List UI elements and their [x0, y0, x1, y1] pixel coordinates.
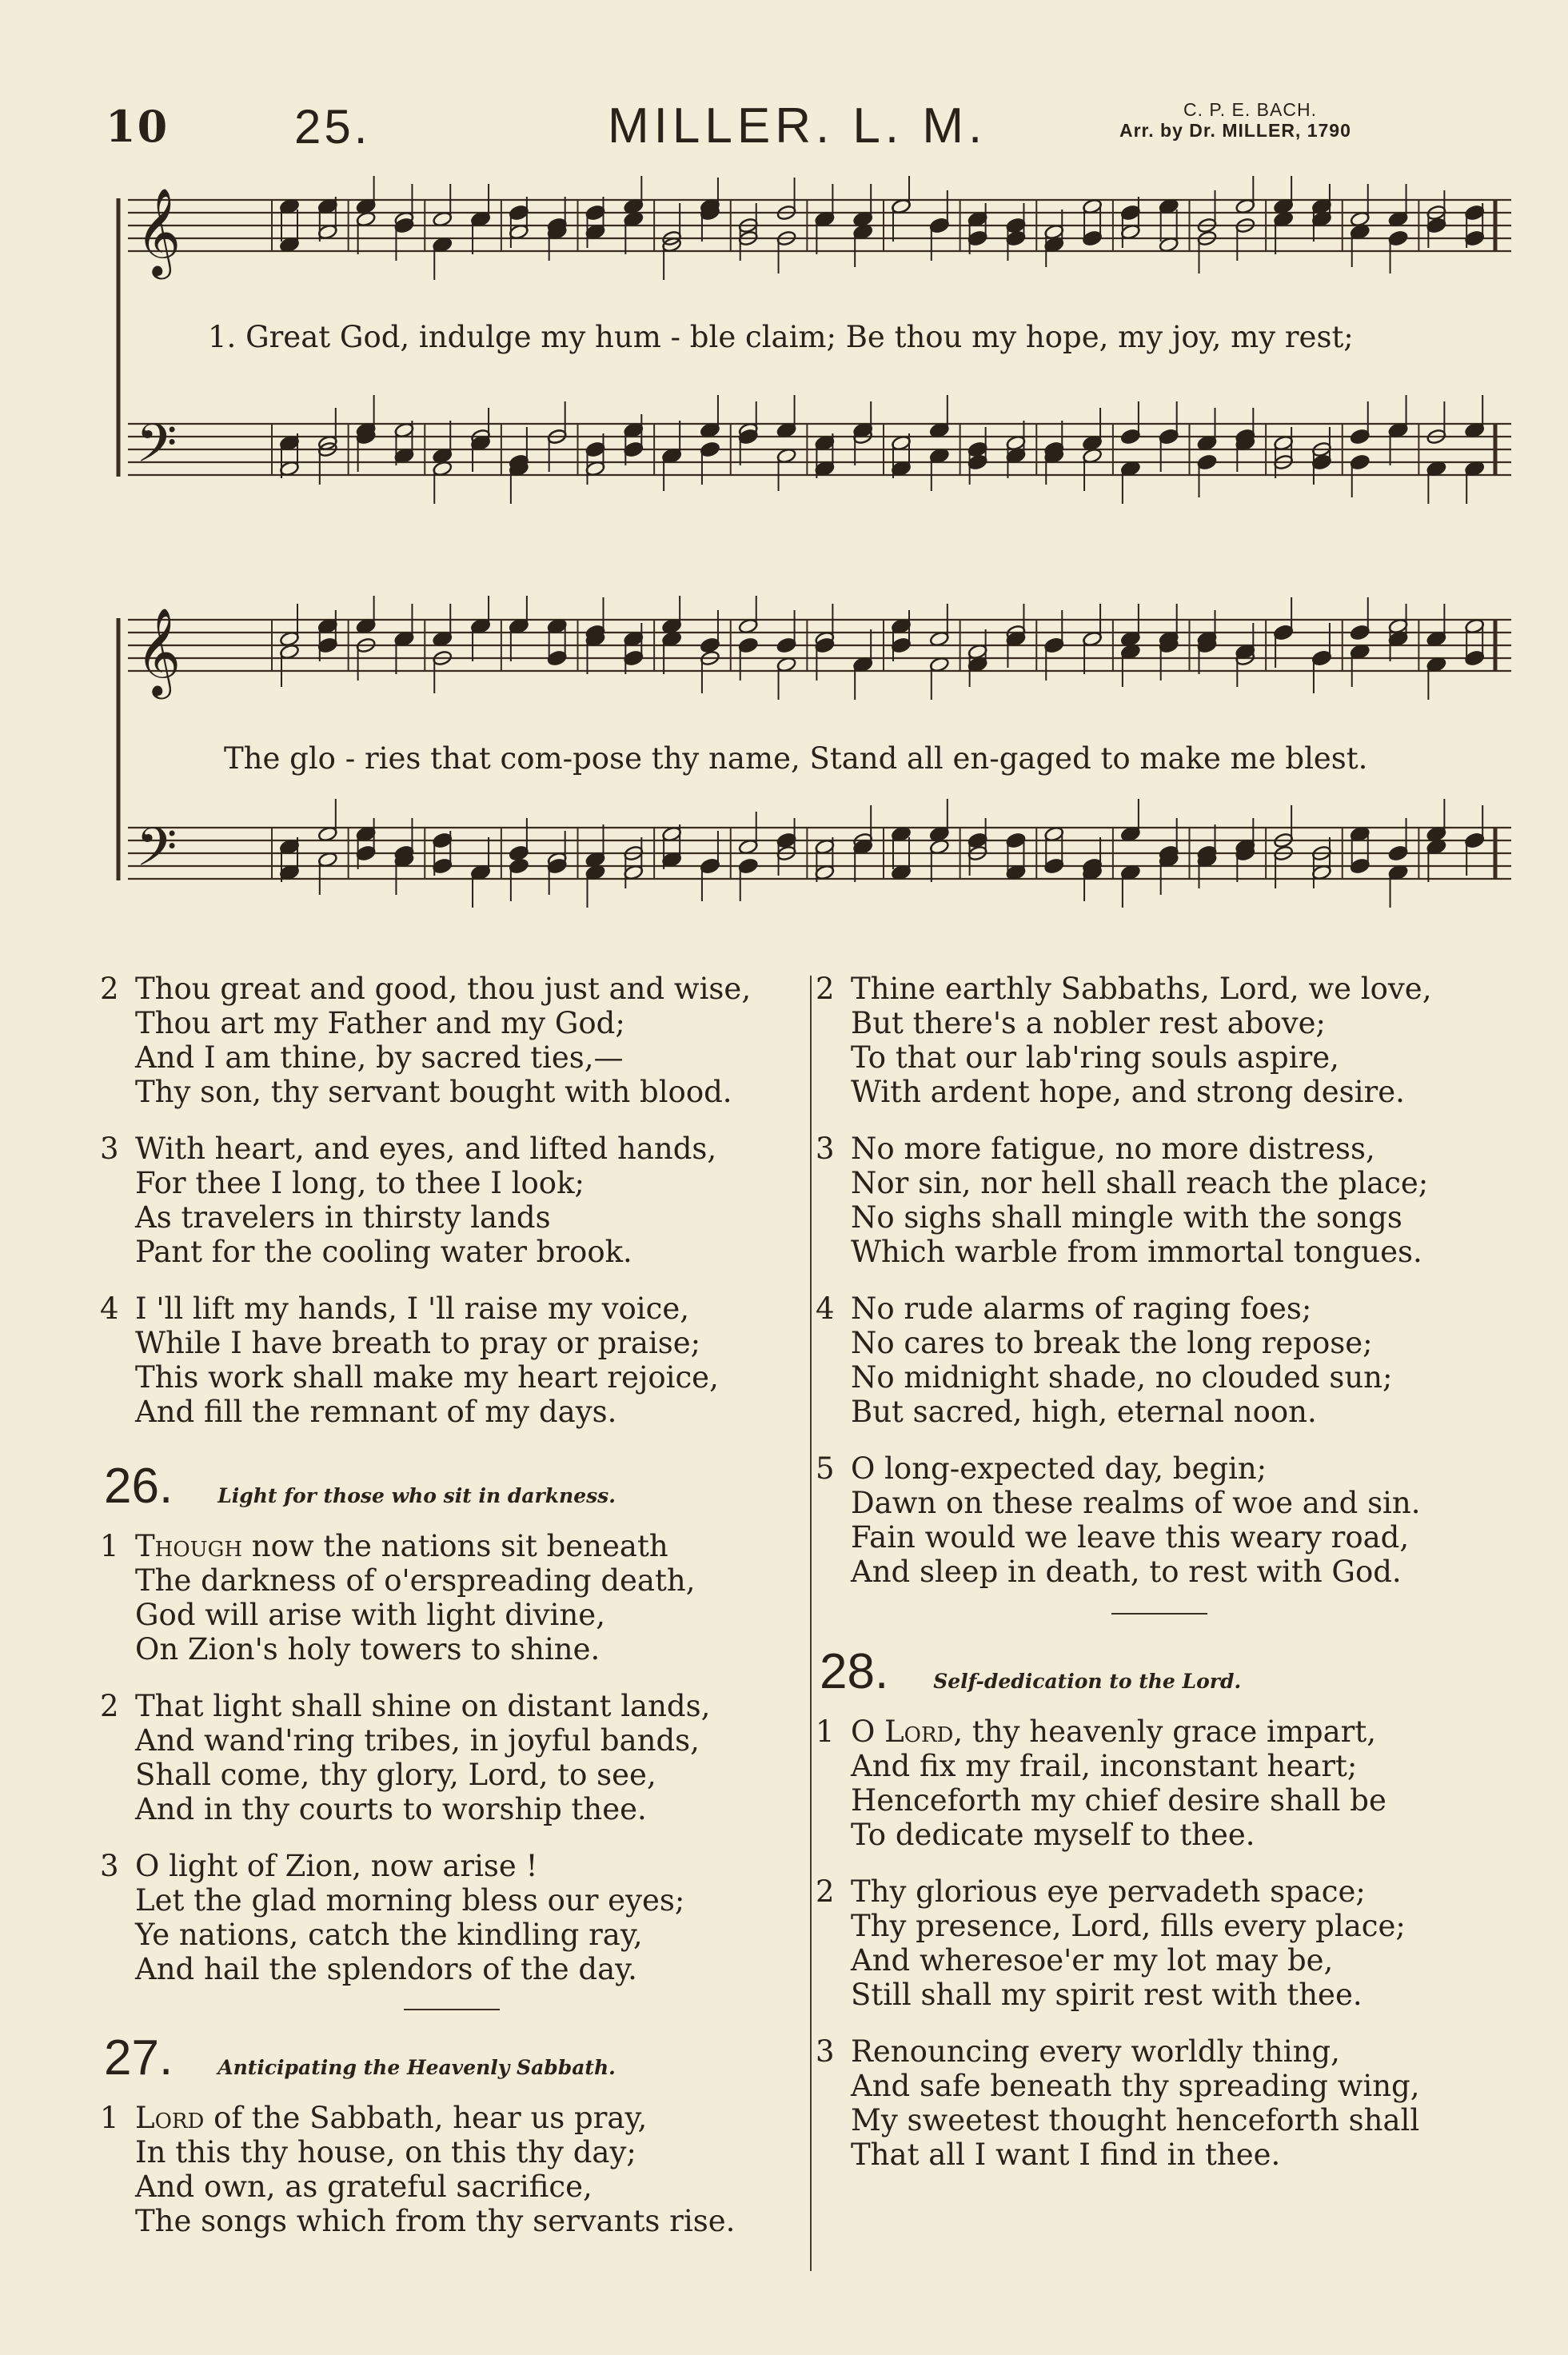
- verse-line: [816, 1200, 1503, 1235]
- stanza: [100, 972, 804, 1109]
- note-head: [1006, 230, 1026, 247]
- note-head: [891, 637, 911, 654]
- verse-line: [100, 1758, 804, 1792]
- verse-text: And I am thine, by sacred ties,—: [135, 1040, 624, 1075]
- verse-line: [100, 2169, 804, 2204]
- stanza: [816, 972, 1503, 1109]
- verse-text: My sweetest thought henceforth shall: [851, 2103, 1420, 2137]
- note-head: [1426, 218, 1446, 234]
- stanza: [816, 2034, 1503, 2172]
- note-head: [815, 637, 835, 654]
- verse-text: Nor sin, nor hell shall reach the place;: [851, 1166, 1429, 1200]
- verse-text: Ye nations, catch the kindling ray,: [135, 1918, 643, 1952]
- note-head: [1350, 858, 1370, 875]
- note-head: [776, 832, 796, 849]
- verse-text: Let the glad morning bless our eyes;: [135, 1883, 685, 1918]
- note-head: [624, 650, 644, 667]
- note-head: [1311, 454, 1331, 471]
- verse-number: 4: [100, 1291, 119, 1326]
- note-head: [1006, 832, 1026, 849]
- note-head: [509, 205, 529, 222]
- hymn-28-heading: [820, 1643, 1503, 1700]
- verse-text: And wheresoe'er my lot may be,: [851, 1943, 1334, 1978]
- note-head: [700, 637, 720, 654]
- column-divider: [810, 976, 812, 2271]
- note-head: [433, 832, 453, 849]
- hymn-26-number: 26.: [104, 1459, 174, 1514]
- verse-text: But there's a nobler rest above;: [851, 1006, 1327, 1040]
- note-head: [968, 454, 987, 471]
- verse-number: 3: [100, 1132, 119, 1166]
- verse-text: This work shall make my heart rejoice,: [135, 1360, 719, 1395]
- verse-number: 2: [100, 1689, 119, 1723]
- verse-line: [816, 1520, 1503, 1555]
- stanza: [100, 1132, 804, 1269]
- note-head: [968, 441, 987, 458]
- note-head: [1311, 650, 1331, 667]
- verse-line: [816, 1818, 1503, 1852]
- hymn-27-verses: [100, 2101, 804, 2238]
- verse-text: Which warble from immortal tongues.: [851, 1235, 1422, 1269]
- verse-line: [100, 1952, 804, 1986]
- verse-text: Fain would we leave this weary road,: [851, 1520, 1410, 1555]
- bass-clef-icon: 𝄢: [136, 816, 178, 891]
- verse-number: 3: [816, 1132, 835, 1166]
- note-head: [738, 858, 758, 875]
- hymn-28-verses: [816, 1714, 1503, 2172]
- note-head: [624, 441, 644, 458]
- hymn-27-number: 27.: [104, 2030, 174, 2086]
- section-rule: [1111, 1613, 1207, 1615]
- note-head: [547, 650, 567, 667]
- verse-text: Thy son, thy servant bought with blood.: [135, 1075, 732, 1109]
- verse-line: [100, 1632, 804, 1666]
- verse-line: [816, 1006, 1503, 1040]
- verse-text: No cares to break the long repose;: [851, 1326, 1373, 1360]
- treble-clef-icon: 𝄞: [136, 188, 182, 276]
- verse-text: With ardent hope, and strong desire.: [851, 1075, 1405, 1109]
- note-head: [1120, 205, 1140, 222]
- page-number: 10: [106, 101, 170, 152]
- verse-line: [816, 1749, 1503, 1783]
- note-head: [1082, 230, 1102, 247]
- verse-line: [100, 2101, 804, 2135]
- note-head: [776, 637, 796, 654]
- note-head: [1120, 429, 1140, 445]
- verse-line: [816, 1166, 1503, 1200]
- lyrics-line-2: The glo - ries that com-pose thy name, Stand all en-gaged to make me blest.: [224, 741, 1368, 776]
- verse-number: 2: [100, 972, 119, 1006]
- stanza: [100, 1849, 804, 1986]
- note-head: [1159, 429, 1179, 445]
- stanza: [816, 1714, 1503, 1852]
- stanza: [100, 1689, 804, 1826]
- verse-number: 2: [816, 1874, 835, 1909]
- verse-line: [816, 1291, 1503, 1326]
- note-head: [433, 858, 453, 875]
- verse-text: Thy glorious eye pervadeth space;: [851, 1874, 1366, 1909]
- verse-text: And wand'ring tribes, in joyful bands,: [135, 1723, 700, 1758]
- verse-line: [816, 1235, 1503, 1269]
- verse-line: [100, 1883, 804, 1918]
- verse-line: [100, 1040, 804, 1075]
- verse-text: With heart, and eyes, and lifted hands,: [135, 1132, 717, 1166]
- note-head: [1388, 230, 1408, 247]
- verse-line: [816, 1395, 1503, 1429]
- verse-text: As travelers in thirsty lands: [135, 1200, 551, 1235]
- note-head: [1273, 625, 1293, 641]
- verse-line: [100, 1563, 804, 1598]
- composer-credit: [1119, 99, 1431, 141]
- note-head: [1044, 637, 1064, 654]
- hymn-number: 25.: [294, 100, 371, 154]
- arranger-credit: Arr. by Dr. MILLER, 1790: [1119, 120, 1351, 141]
- verse-line: [816, 1783, 1503, 1818]
- stanza: [816, 1874, 1503, 2012]
- note-head: [356, 845, 376, 862]
- verse-line: [100, 1291, 804, 1326]
- verse-text: That light shall shine on distant lands,: [135, 1689, 711, 1723]
- verse-number: 1: [100, 1529, 119, 1563]
- verse-text: Henceforth my chief desire shall be: [851, 1783, 1386, 1818]
- note-head: [317, 637, 337, 654]
- verse-text: For thee I long, to thee I look;: [135, 1166, 585, 1200]
- verse-text: To dedicate myself to thee.: [851, 1818, 1255, 1852]
- verse-line: [100, 1689, 804, 1723]
- music-system-2: [104, 596, 1511, 932]
- verse-text: No more fatigue, no more distress,: [851, 1132, 1375, 1166]
- note-head: [1388, 845, 1408, 862]
- verse-line: [816, 2137, 1503, 2172]
- verse-lead-word: Though: [135, 1529, 243, 1563]
- verse-text: O light of Zion, now arise !: [135, 1849, 538, 1883]
- verse-text: No midnight shade, no clouded sun;: [851, 1360, 1393, 1395]
- note-head: [1464, 832, 1484, 849]
- verse-number: 2: [816, 972, 835, 1006]
- verse-text: Thy presence, Lord, fills every place;: [851, 1909, 1406, 1943]
- verse-line: [816, 1555, 1503, 1589]
- verse-line: [100, 1166, 804, 1200]
- stanza: [816, 1291, 1503, 1429]
- bass-clef-icon: 𝄢: [136, 413, 178, 487]
- verse-line: [100, 1132, 804, 1166]
- verse-line: [100, 2135, 804, 2169]
- lyrics-line-1: 1. Great God, indulge my hum - ble claim; Be thou my hope, my joy, my rest;: [208, 320, 1354, 354]
- hymn-27-verses-cont: [816, 972, 1503, 1589]
- verse-text: And sleep in death, to rest with God.: [851, 1555, 1402, 1589]
- verse-text: The songs which from thy servants rise.: [135, 2204, 736, 2238]
- note-head: [509, 858, 529, 875]
- hymn-27-title: Anticipating the Heavenly Sabbath.: [217, 2056, 616, 2079]
- verse-text: In this thy house, on this thy day;: [135, 2135, 636, 2169]
- verse-text: Still shall my spirit rest with thee.: [851, 1978, 1363, 2012]
- hymn-26-verses: [100, 1529, 804, 1986]
- stanza: [100, 1529, 804, 1666]
- verse-number: 4: [816, 1291, 835, 1326]
- hymn-26-title: Light for those who sit in darkness.: [217, 1484, 616, 1507]
- verse-text: That all I want I find in thee.: [851, 2137, 1281, 2172]
- verse-number: 1: [816, 1714, 835, 1749]
- verse-text: Thou art my Father and my God;: [135, 1006, 625, 1040]
- note-head: [1464, 205, 1484, 222]
- verse-text: The darkness of o'erspreading death,: [135, 1563, 696, 1598]
- verse-text: And own, as grateful sacrifice,: [135, 2169, 592, 2204]
- note-head: [1350, 429, 1370, 445]
- verse-text: Shall come, thy glory, Lord, to see,: [135, 1758, 656, 1792]
- verse-line: [816, 2034, 1503, 2069]
- note-head: [738, 637, 758, 654]
- verse-line: [816, 972, 1503, 1006]
- verse-text: And in thy courts to worship thee.: [135, 1792, 647, 1826]
- page-header: [0, 94, 1568, 158]
- verse-lead-word: Lord: [135, 2101, 205, 2135]
- verse-text: On Zion's holy towers to shine.: [135, 1632, 600, 1666]
- note-head: [1464, 230, 1484, 247]
- verse-text: But sacred, high, eternal noon.: [851, 1395, 1317, 1429]
- stanza: [816, 1132, 1503, 1269]
- composer-name: C. P. E. BACH.: [1183, 99, 1317, 120]
- verse-lead-word: O Lord,: [851, 1714, 964, 1749]
- verse-line: [100, 1918, 804, 1952]
- verse-text: I 'll lift my hands, I 'll raise my voice,: [135, 1291, 689, 1326]
- note-head: [509, 845, 529, 862]
- verse-line: [100, 1360, 804, 1395]
- note-head: [1350, 625, 1370, 641]
- note-head: [585, 441, 605, 458]
- verse-text: Dawn on these realms of woe and sin.: [851, 1486, 1421, 1520]
- verse-number: 1: [100, 2101, 119, 2135]
- verse-line: [816, 2069, 1503, 2103]
- hymn-25-verses: [100, 972, 804, 1429]
- stanza: [100, 1291, 804, 1429]
- verse-line: [100, 1598, 804, 1632]
- verse-line: [816, 1040, 1503, 1075]
- note-head: [1197, 454, 1217, 471]
- verse-line: [816, 1132, 1503, 1166]
- verse-line: [816, 1075, 1503, 1109]
- verse-line: [100, 1529, 804, 1563]
- verse-line: [816, 1714, 1503, 1749]
- note-head: [968, 230, 987, 247]
- verse-text: No rude alarms of raging foes;: [851, 1291, 1312, 1326]
- music-system-1: [104, 176, 1511, 528]
- verse-text: thy heavenly grace impart,: [963, 1714, 1376, 1749]
- verse-text: Thine earthly Sabbaths, Lord, we love,: [851, 972, 1432, 1006]
- verse-text: O long-expected day, begin;: [851, 1451, 1267, 1486]
- note-head: [394, 218, 414, 234]
- verse-text: And hail the splendors of the day.: [135, 1952, 637, 1986]
- stanza: [100, 2101, 804, 2238]
- verse-line: [816, 1943, 1503, 1978]
- verse-line: [100, 1326, 804, 1360]
- note-head: [968, 832, 987, 849]
- note-head: [929, 218, 949, 234]
- verse-line: [100, 972, 804, 1006]
- verse-text: Renouncing every worldly thing,: [851, 2034, 1340, 2069]
- verse-text: God will arise with light divine,: [135, 1598, 605, 1632]
- verse-text: And safe beneath thy spreading wing,: [851, 2069, 1420, 2103]
- verse-line: [100, 2204, 804, 2238]
- verse-line: [816, 1360, 1503, 1395]
- verse-line: [100, 1723, 804, 1758]
- hymn-26-heading: [104, 1458, 804, 1515]
- verse-text: While I have breath to pray or praise;: [135, 1326, 701, 1360]
- verse-text: Thou great and good, thou just and wise,: [135, 972, 752, 1006]
- verse-line: [816, 1486, 1503, 1520]
- verse-line: [100, 1075, 804, 1109]
- note-head: [1006, 218, 1026, 234]
- stanza: [816, 1451, 1503, 1589]
- verse-line: [816, 1874, 1503, 1909]
- right-column: [816, 972, 1503, 2194]
- verse-line: [816, 1978, 1503, 2012]
- verse-text: No sighs shall mingle with the songs: [851, 1200, 1402, 1235]
- verse-line: [100, 1849, 804, 1883]
- verse-number: 3: [100, 1849, 119, 1883]
- verse-text: And fill the remnant of my days.: [135, 1395, 617, 1429]
- verse-line: [100, 1235, 804, 1269]
- note-head: [1350, 454, 1370, 471]
- verse-text: And fix my frail, inconstant heart;: [851, 1749, 1358, 1783]
- verse-number: 3: [816, 2034, 835, 2069]
- verse-text: of the Sabbath, hear us pray,: [204, 2101, 648, 2135]
- note-head: [1464, 650, 1484, 667]
- verse-line: [816, 2103, 1503, 2137]
- treble-clef-icon: 𝄞: [136, 608, 182, 696]
- verse-text: To that our lab'ring souls aspire,: [851, 1040, 1339, 1075]
- left-column: [100, 972, 804, 2261]
- tune-title: MILLER. L. M.: [608, 98, 987, 154]
- hymn-28-title: Self-dedication to the Lord.: [933, 1670, 1242, 1693]
- verse-line: [816, 1326, 1503, 1360]
- note-head: [1044, 858, 1064, 875]
- note-head: [700, 441, 720, 458]
- verse-line: [100, 1395, 804, 1429]
- verse-line: [816, 1451, 1503, 1486]
- note-head: [585, 205, 605, 222]
- section-rule: [404, 2009, 500, 2010]
- hymn-27-heading: [104, 2030, 804, 2086]
- verse-number: 5: [816, 1451, 835, 1486]
- verse-line: [100, 1792, 804, 1826]
- verse-line: [100, 1006, 804, 1040]
- verse-text: Pant for the cooling water brook.: [135, 1235, 632, 1269]
- hymn-28-number: 28.: [820, 1644, 889, 1699]
- verse-line: [816, 1909, 1503, 1943]
- verse-line: [100, 1200, 804, 1235]
- verse-text: now the nations sit beneath: [242, 1529, 668, 1563]
